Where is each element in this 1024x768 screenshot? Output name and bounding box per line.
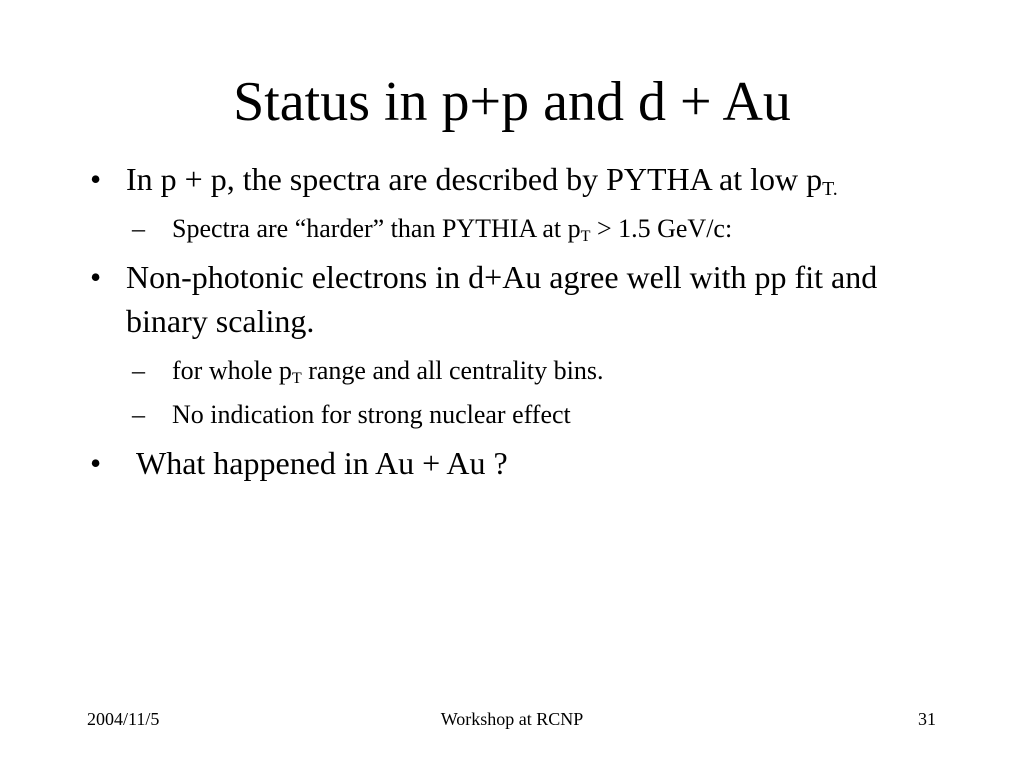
bullet-item-pp-spectra [82, 157, 952, 201]
sub-bullet-harder-spectra [128, 209, 952, 249]
bullet-text: Non-photonic electrons in d+Au agree well with pp fit and binary scaling. [126, 259, 878, 339]
subscript-text: T [291, 370, 302, 388]
subscript-text: T [580, 228, 591, 246]
sub-list [82, 351, 952, 435]
sub-bullet-text: No indication for strong nuclear effect [172, 400, 571, 429]
page-number: 31 [918, 709, 936, 729]
bullet-marker: • [90, 161, 102, 197]
slide-title: Status in p+p and d + Au [233, 71, 791, 133]
subscript-text: T. [822, 177, 838, 200]
bullet-text: What happened in Au + Au ? [136, 445, 508, 481]
footer-date: 2004/11/5 [87, 709, 160, 729]
sub-bullet-text: Spectra are “harder” than PYTHIA at p [172, 214, 581, 243]
bullet-text: In p + p, the spectra are described by PYTHA at low p [126, 161, 823, 197]
sub-bullet-marker: – [132, 214, 145, 243]
sub-bullet-no-nuclear-effect [128, 395, 952, 435]
sub-bullet-text-after: range and all centrality bins. [301, 356, 604, 385]
sub-bullet-marker: – [132, 356, 145, 385]
bullet-item-dau-electrons [82, 255, 952, 343]
footer-title: Workshop at RCNP [440, 709, 584, 729]
bullet-item-auau [82, 441, 952, 485]
bullet-marker: • [90, 259, 102, 295]
sub-list [82, 209, 952, 249]
sub-bullet-whole-pt [128, 351, 952, 391]
bullet-marker: • [90, 445, 102, 481]
sub-bullet-text-after: > 1.5 GeV/c: [590, 214, 733, 243]
sub-bullet-text: for whole p [172, 356, 292, 385]
sub-bullet-marker: – [132, 400, 145, 429]
bullet-list [82, 157, 952, 493]
